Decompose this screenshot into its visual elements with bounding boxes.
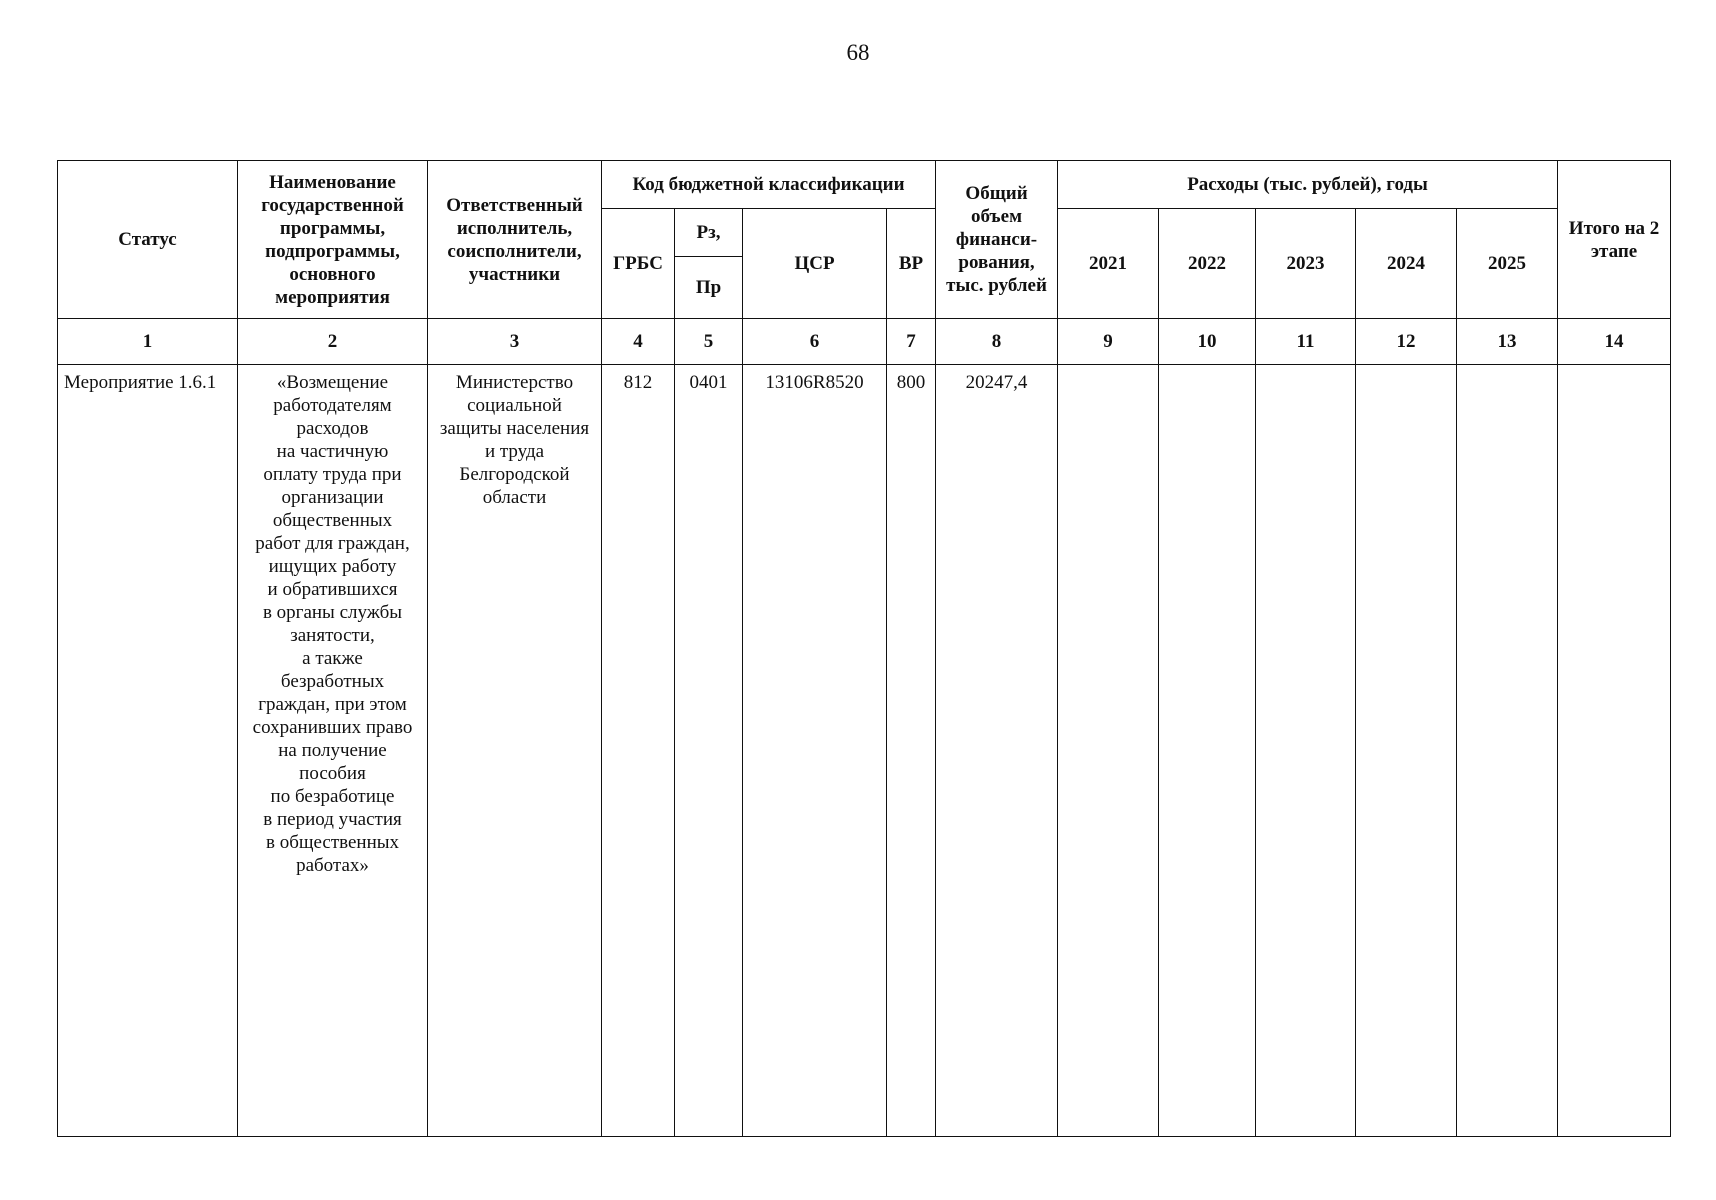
- header-pr: Пр: [675, 257, 743, 319]
- cell-vr: 800: [887, 365, 936, 1137]
- column-number-row: [58, 319, 1671, 365]
- header-row-1: [58, 161, 1671, 209]
- cell-total-volume: 20247,4: [936, 365, 1058, 1137]
- header-year-2025: 2025: [1457, 209, 1558, 319]
- column-number: 4: [602, 319, 675, 365]
- header-vr: ВР: [887, 209, 936, 319]
- column-number: 6: [743, 319, 887, 365]
- column-number: 1: [58, 319, 238, 365]
- cell-year-2024: [1356, 365, 1457, 1137]
- cell-grbs: 812: [602, 365, 675, 1137]
- header-executor: Ответственный исполнитель, соисполнители, участники: [428, 161, 602, 319]
- header-program-name: Наименование государственной программы, подпрограммы, основного мероприятия: [238, 161, 428, 319]
- column-number: 9: [1058, 319, 1159, 365]
- table-row: [58, 365, 1671, 1137]
- cell-status: Мероприятие 1.6.1: [58, 365, 238, 1137]
- header-expenses: Расходы (тыс. рублей), годы: [1058, 161, 1558, 209]
- cell-year-2022: [1159, 365, 1256, 1137]
- header-csr: ЦСР: [743, 209, 887, 319]
- cell-stage-total: [1558, 365, 1671, 1137]
- page-number: 68: [846, 40, 870, 65]
- column-number: 14: [1558, 319, 1671, 365]
- cell-program-name: «Возмещение работодателям расходов на частичную оплату труда при организации общественных работ для граждан, ищущих работу и обратившихся в органы службы занятости, а также безработных граждан, при этом сохранивших право на получение пособия по безработице в период участия в общественных работах»: [238, 365, 428, 1137]
- column-number: 8: [936, 319, 1058, 365]
- column-number: 3: [428, 319, 602, 365]
- column-number: 11: [1256, 319, 1356, 365]
- cell-csr: 13106R8520: [743, 365, 887, 1137]
- header-total-volume: Общий объем финанси-рования, тыс. рублей: [936, 161, 1058, 319]
- column-number: 7: [887, 319, 936, 365]
- cell-executor: Министерство социальной защиты населения и труда Белгородской области: [428, 365, 602, 1137]
- header-year-2021: 2021: [1058, 209, 1159, 319]
- header-grbs: ГРБС: [602, 209, 675, 319]
- cell-year-2021: [1058, 365, 1159, 1137]
- header-year-2022: 2022: [1159, 209, 1256, 319]
- budget-table: [57, 160, 1671, 1137]
- column-number: 5: [675, 319, 743, 365]
- cell-year-2023: [1256, 365, 1356, 1137]
- header-year-2023: 2023: [1256, 209, 1356, 319]
- cell-rz-pr: 0401: [675, 365, 743, 1137]
- cell-year-2025: [1457, 365, 1558, 1137]
- header-rz: Рз,: [675, 209, 743, 257]
- column-number: 10: [1159, 319, 1256, 365]
- header-year-2024: 2024: [1356, 209, 1457, 319]
- header-stage-total: Итого на 2 этапе: [1558, 161, 1671, 319]
- column-number: 12: [1356, 319, 1457, 365]
- header-status: Статус: [58, 161, 238, 319]
- column-number: 2: [238, 319, 428, 365]
- header-budget-code: Код бюджетной классификации: [602, 161, 936, 209]
- budget-table-container: [57, 160, 1670, 1137]
- column-number: 13: [1457, 319, 1558, 365]
